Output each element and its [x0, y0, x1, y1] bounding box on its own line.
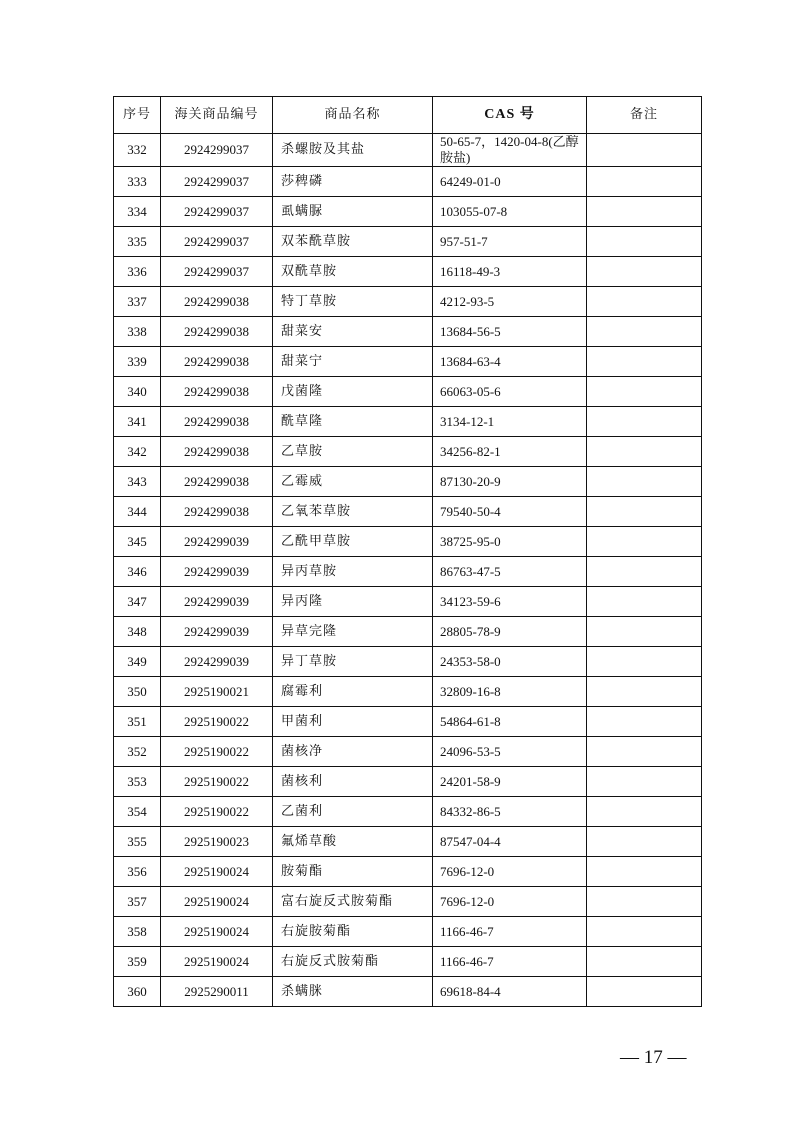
row-cas-number: 69618-84-4	[433, 977, 587, 1007]
row-cas-number: 28805-78-9	[433, 617, 587, 647]
row-cas-number: 50-65-7，1420-04-8(乙醇胺盐)	[433, 134, 587, 167]
row-serial-number: 349	[114, 647, 161, 677]
row-cas-number: 7696-12-0	[433, 857, 587, 887]
table-row	[114, 977, 702, 1007]
row-product-name: 乙氧苯草胺	[273, 497, 433, 527]
row-remarks	[587, 737, 702, 767]
row-serial-number: 333	[114, 167, 161, 197]
row-serial-number: 351	[114, 707, 161, 737]
row-product-name: 虱螨脲	[273, 197, 433, 227]
row-product-name: 双苯酰草胺	[273, 227, 433, 257]
row-product-name: 右旋胺菊酯	[273, 917, 433, 947]
row-cas-number: 87547-04-4	[433, 827, 587, 857]
table-row	[114, 527, 702, 557]
row-remarks	[587, 827, 702, 857]
row-serial-number: 344	[114, 497, 161, 527]
row-customs-code: 2924299037	[161, 167, 273, 197]
row-remarks	[587, 167, 702, 197]
row-remarks	[587, 437, 702, 467]
row-cas-number: 86763-47-5	[433, 557, 587, 587]
row-remarks	[587, 677, 702, 707]
row-customs-code: 2925190024	[161, 887, 273, 917]
row-product-name: 双酰草胺	[273, 257, 433, 287]
row-remarks	[587, 707, 702, 737]
table-row	[114, 857, 702, 887]
row-product-name: 甲菌利	[273, 707, 433, 737]
row-product-name: 右旋反式胺菊酯	[273, 947, 433, 977]
table-row	[114, 557, 702, 587]
row-cas-number: 13684-63-4	[433, 347, 587, 377]
row-cas-number: 34256-82-1	[433, 437, 587, 467]
row-customs-code: 2925190024	[161, 857, 273, 887]
table-row	[114, 407, 702, 437]
table-row	[114, 257, 702, 287]
row-remarks	[587, 134, 702, 167]
row-product-name: 异丁草胺	[273, 647, 433, 677]
row-serial-number: 335	[114, 227, 161, 257]
row-serial-number: 354	[114, 797, 161, 827]
table-row	[114, 737, 702, 767]
row-customs-code: 2924299039	[161, 617, 273, 647]
table-row	[114, 647, 702, 677]
row-customs-code: 2924299038	[161, 437, 273, 467]
table-row	[114, 677, 702, 707]
row-customs-code: 2924299039	[161, 557, 273, 587]
row-cas-number: 1166-46-7	[433, 947, 587, 977]
row-serial-number: 337	[114, 287, 161, 317]
row-serial-number: 359	[114, 947, 161, 977]
row-cas-number: 24201-58-9	[433, 767, 587, 797]
row-remarks	[587, 197, 702, 227]
row-serial-number: 355	[114, 827, 161, 857]
row-customs-code: 2924299039	[161, 587, 273, 617]
row-product-name: 杀螺胺及其盐	[273, 134, 433, 167]
header-serial-number: 序号	[114, 97, 161, 134]
row-serial-number: 340	[114, 377, 161, 407]
row-serial-number: 334	[114, 197, 161, 227]
table-row	[114, 167, 702, 197]
row-remarks	[587, 497, 702, 527]
row-remarks	[587, 977, 702, 1007]
table-row	[114, 887, 702, 917]
table-body	[114, 134, 702, 1007]
row-product-name: 酰草隆	[273, 407, 433, 437]
table-row	[114, 377, 702, 407]
row-product-name: 乙酰甲草胺	[273, 527, 433, 557]
table-row	[114, 617, 702, 647]
row-cas-number: 3134-12-1	[433, 407, 587, 437]
row-serial-number: 338	[114, 317, 161, 347]
row-cas-number: 16118-49-3	[433, 257, 587, 287]
row-serial-number: 336	[114, 257, 161, 287]
row-product-name: 乙草胺	[273, 437, 433, 467]
row-remarks	[587, 767, 702, 797]
row-remarks	[587, 887, 702, 917]
row-remarks	[587, 377, 702, 407]
header-cas-number: CAS 号	[433, 97, 587, 134]
row-remarks	[587, 857, 702, 887]
row-serial-number: 350	[114, 677, 161, 707]
row-product-name: 甜菜安	[273, 317, 433, 347]
row-customs-code: 2924299038	[161, 317, 273, 347]
row-cas-number: 7696-12-0	[433, 887, 587, 917]
table-row	[114, 797, 702, 827]
row-customs-code: 2925190022	[161, 767, 273, 797]
table-row	[114, 587, 702, 617]
row-product-name: 异丙隆	[273, 587, 433, 617]
row-cas-number: 84332-86-5	[433, 797, 587, 827]
row-customs-code: 2925190024	[161, 917, 273, 947]
row-remarks	[587, 947, 702, 977]
row-customs-code: 2924299037	[161, 134, 273, 167]
table-row	[114, 497, 702, 527]
row-customs-code: 2924299039	[161, 647, 273, 677]
row-cas-number: 1166-46-7	[433, 917, 587, 947]
row-product-name: 杀螨脒	[273, 977, 433, 1007]
row-serial-number: 348	[114, 617, 161, 647]
row-remarks	[587, 557, 702, 587]
row-product-name: 菌核利	[273, 767, 433, 797]
row-cas-number: 32809-16-8	[433, 677, 587, 707]
table-row	[114, 437, 702, 467]
row-cas-number: 34123-59-6	[433, 587, 587, 617]
table-row	[114, 227, 702, 257]
row-serial-number: 341	[114, 407, 161, 437]
row-product-name: 乙霉威	[273, 467, 433, 497]
row-remarks	[587, 287, 702, 317]
header-product-name: 商品名称	[273, 97, 433, 134]
row-remarks	[587, 797, 702, 827]
row-cas-number: 54864-61-8	[433, 707, 587, 737]
row-product-name: 氟烯草酸	[273, 827, 433, 857]
row-serial-number: 343	[114, 467, 161, 497]
row-product-name: 异丙草胺	[273, 557, 433, 587]
row-remarks	[587, 647, 702, 677]
row-cas-number: 24353-58-0	[433, 647, 587, 677]
chemical-list-table	[113, 96, 702, 1007]
row-customs-code: 2924299037	[161, 257, 273, 287]
header-remarks: 备注	[587, 97, 702, 134]
table-row	[114, 767, 702, 797]
table-row	[114, 347, 702, 377]
row-remarks	[587, 617, 702, 647]
row-cas-number: 79540-50-4	[433, 497, 587, 527]
row-remarks	[587, 917, 702, 947]
row-serial-number: 357	[114, 887, 161, 917]
row-cas-number: 66063-05-6	[433, 377, 587, 407]
row-cas-number: 24096-53-5	[433, 737, 587, 767]
row-remarks	[587, 257, 702, 287]
row-cas-number: 103055-07-8	[433, 197, 587, 227]
page-number: — 17 —	[620, 1047, 687, 1068]
row-customs-code: 2924299037	[161, 227, 273, 257]
row-remarks	[587, 467, 702, 497]
row-cas-number: 957-51-7	[433, 227, 587, 257]
row-remarks	[587, 347, 702, 377]
row-product-name: 异草完隆	[273, 617, 433, 647]
header-customs-code: 海关商品编号	[161, 97, 273, 134]
row-remarks	[587, 527, 702, 557]
row-serial-number: 352	[114, 737, 161, 767]
row-cas-number: 38725-95-0	[433, 527, 587, 557]
table-row	[114, 467, 702, 497]
table-row	[114, 317, 702, 347]
row-serial-number: 342	[114, 437, 161, 467]
row-serial-number: 345	[114, 527, 161, 557]
table-row	[114, 287, 702, 317]
row-serial-number: 346	[114, 557, 161, 587]
row-customs-code: 2924299038	[161, 467, 273, 497]
table-row	[114, 917, 702, 947]
row-remarks	[587, 317, 702, 347]
row-product-name: 乙菌利	[273, 797, 433, 827]
row-cas-number: 4212-93-5	[433, 287, 587, 317]
table-row	[114, 947, 702, 977]
row-serial-number: 353	[114, 767, 161, 797]
row-cas-number: 64249-01-0	[433, 167, 587, 197]
row-product-name: 菌核净	[273, 737, 433, 767]
row-product-name: 特丁草胺	[273, 287, 433, 317]
row-remarks	[587, 227, 702, 257]
row-customs-code: 2925190021	[161, 677, 273, 707]
document-table-container	[113, 96, 701, 1007]
row-serial-number: 347	[114, 587, 161, 617]
row-remarks	[587, 587, 702, 617]
row-serial-number: 332	[114, 134, 161, 167]
row-customs-code: 2925190022	[161, 737, 273, 767]
row-customs-code: 2924299038	[161, 347, 273, 377]
row-customs-code: 2925190022	[161, 707, 273, 737]
row-customs-code: 2924299037	[161, 197, 273, 227]
row-cas-number: 13684-56-5	[433, 317, 587, 347]
row-remarks	[587, 407, 702, 437]
row-serial-number: 356	[114, 857, 161, 887]
row-customs-code: 2924299038	[161, 497, 273, 527]
row-serial-number: 360	[114, 977, 161, 1007]
table-row	[114, 197, 702, 227]
table-row	[114, 134, 702, 167]
row-customs-code: 2925290011	[161, 977, 273, 1007]
row-product-name: 甜菜宁	[273, 347, 433, 377]
row-product-name: 腐霉利	[273, 677, 433, 707]
row-product-name: 胺菊酯	[273, 857, 433, 887]
row-serial-number: 358	[114, 917, 161, 947]
row-product-name: 莎稗磷	[273, 167, 433, 197]
row-customs-code: 2924299038	[161, 377, 273, 407]
row-customs-code: 2925190024	[161, 947, 273, 977]
row-serial-number: 339	[114, 347, 161, 377]
table-row	[114, 827, 702, 857]
header-row	[114, 97, 702, 134]
row-product-name: 戊菌隆	[273, 377, 433, 407]
table-row	[114, 707, 702, 737]
row-product-name: 富右旋反式胺菊酯	[273, 887, 433, 917]
row-customs-code: 2924299038	[161, 287, 273, 317]
row-customs-code: 2924299039	[161, 527, 273, 557]
row-customs-code: 2925190023	[161, 827, 273, 857]
table-header	[114, 97, 702, 134]
row-cas-number: 87130-20-9	[433, 467, 587, 497]
row-customs-code: 2925190022	[161, 797, 273, 827]
row-customs-code: 2924299038	[161, 407, 273, 437]
